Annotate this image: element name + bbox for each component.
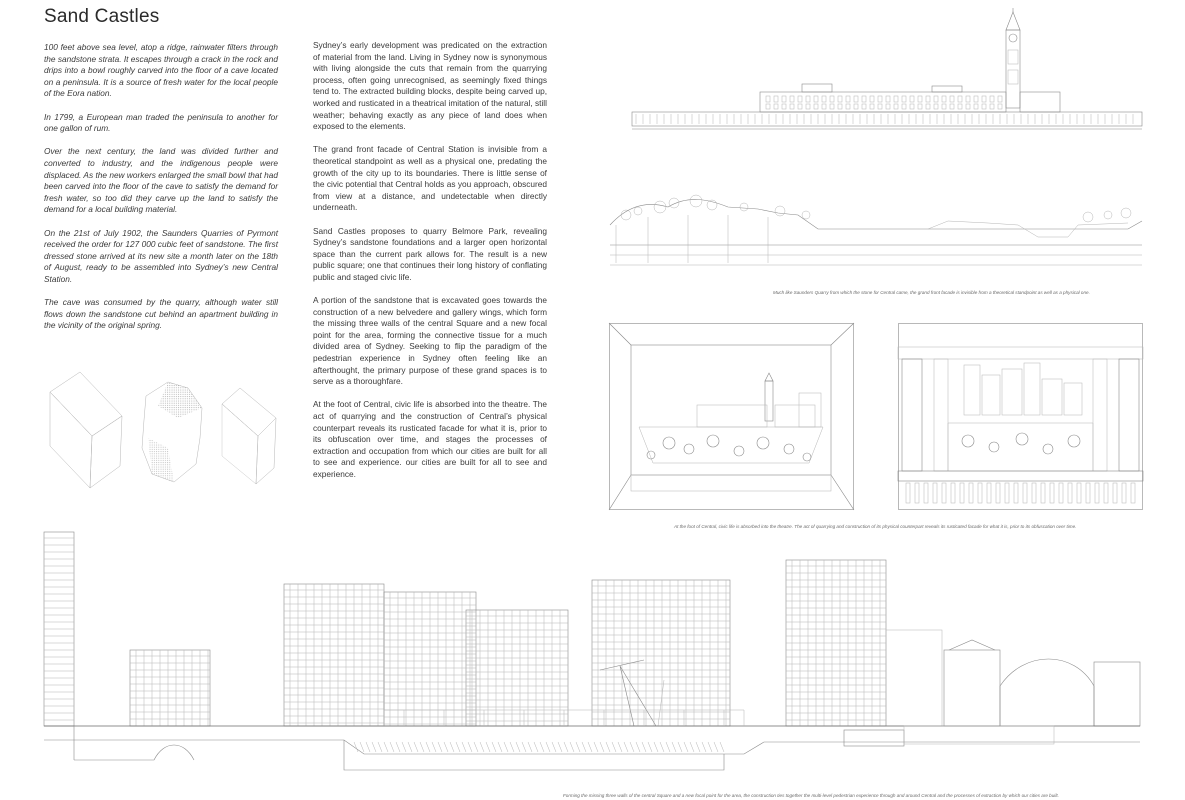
elevation-caption: Much like Saunders Quarry from which the stone for Central came, the grand front facade is invisible from a theoretical standpoint as well as a physical one.: [773, 290, 1090, 295]
perspectives-caption: At the foot of Central, civic life is absorbed into the theatre. The act of quarrying and construction of its physical counterpart reveals its rusticated facade for what it is, prior to its obfuscation over time.: [674, 524, 1077, 529]
quarry-section: [608, 185, 1144, 277]
page-title: Sand Castles: [44, 6, 160, 27]
section-caption: Forming the missing three walls of the central Square and a new focal point for the area, the construction ties together the multi-level pedestrian experience through and around Central and the processes of extraction by which our cities are built.: [563, 793, 1059, 798]
essay-column: [313, 40, 547, 492]
rough-stone-icon: [138, 378, 208, 486]
intro-column: [44, 42, 278, 343]
stone-block-icon: [46, 370, 126, 490]
dressed-stone-icon: [218, 382, 280, 486]
intro-paragraph: In 1799, a European man traded the peninsula to another for one gallon of rum.: [44, 111, 278, 134]
intro-paragraph: The cave was consumed by the quarry, although water still flows down the sandstone cut behind an apartment building in the vicinity of the original spring.: [44, 297, 278, 331]
essay-paragraph: Sand Castles proposes to quarry Belmore Park, revealing Sydney’s sandstone foundations and a larger open horizontal space than the current park allows for. The result is a new public square; one that continues their long history of conflating public and staged civic life.: [313, 225, 547, 282]
central-station-elevation: [632, 8, 1142, 133]
essay-paragraph: A portion of the sandstone that is excavated goes towards the construction of a new belvedere and gallery wings, which form the missing three walls of the central Square and a new focal point for the area, forming the connective tissue for a much divided area of Sydney. Seeking to flip the paradigm of the pedestrian experience in Sydney often feeling like an afterthought, the primary purpose of these grand spaces is to serve as a thoroughfare.: [313, 295, 547, 387]
square-perspective-right: [898, 323, 1143, 510]
city-section: [44, 530, 1144, 788]
essay-paragraph: The grand front facade of Central Station is invisible from a theoretical standpoint as well as a physical one, predating the growth of the city up to its boundaries. There is little sense of the civic potential that Central holds as you approach, obscured from view at a distance, and undetectable when directly underneath.: [313, 144, 547, 213]
essay-paragraph: At the foot of Central, civic life is absorbed into the theatre. The act of quarrying and the construction of Central’s physical counterpart reveals its rusticated facade for what it is, prior to its obfuscation over time, and stages the processes of extraction and occupation from which our cities are built for all to see and experience. our cities are built for all to see and experience.: [313, 399, 547, 479]
essay-paragraph: Sydney’s early development was predicated on the extraction of material from the land. Living in Sydney now is synonymous with living alongside the cuts that remain from the quarrying process, often going unrecognised, as seemingly fixed things tend to. The extracted building blocks, despite being carved up, worked and rusticated in a theatrical imitation of the natural, still weather; behaving exactly as any piece of land does when exposed to the elements.: [313, 40, 547, 132]
intro-paragraph: On the 21st of July 1902, the Saunders Quarries of Pyrmont received the order for 127 000 cubic feet of sandstone. The first dressed stone arrived at its new site a month later on the 18th of August, ready to be assembled into Sydney’s new Central Station.: [44, 227, 278, 284]
square-perspective-left: [609, 323, 854, 510]
intro-paragraph: 100 feet above sea level, atop a ridge, rainwater filters through the sandstone strata. It escapes through a crack in the rock and drips into a bowl roughly carved into the floor of a cave located on a peninsula. It is a source of fresh water for the local people of the Eora nation.: [44, 42, 278, 99]
intro-paragraph: Over the next century, the land was divided further and converted to industry, and the indigenous people were displaced. As the new workers enlarged the small bowl that had been carved into the floor of the cave to satisfy the demand for fresh water, so too did they carve up the land to satisfy the demand for a local building material.: [44, 146, 278, 215]
